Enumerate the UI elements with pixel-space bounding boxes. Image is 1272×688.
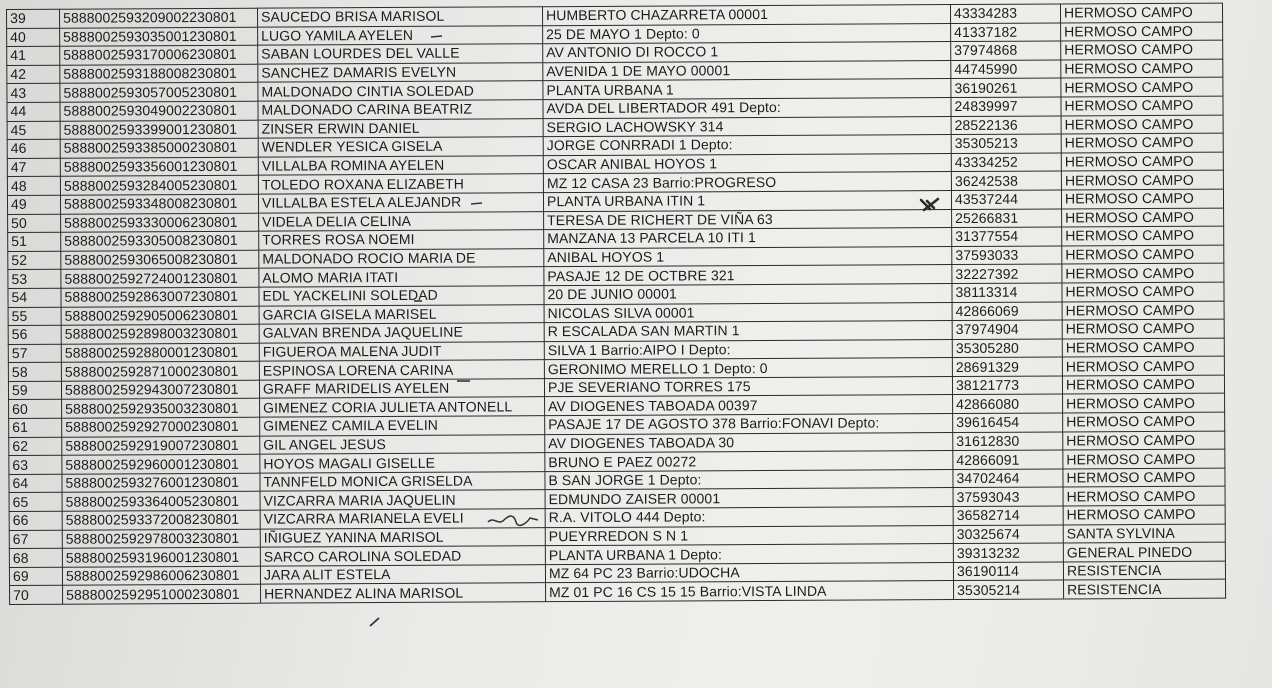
full-name-cell: JARA ALIT ESTELA [260,564,545,584]
dni-cell: 32227392 [952,264,1062,283]
address-cell: MANZANA 13 PARCELA 10 ITI 1 [544,228,952,249]
full-name-cell: VIZCARRA MARIANELA EVELI [260,509,545,529]
account-code-cell: 5888002592724001230801 [61,268,259,288]
pen-tick-mark [368,616,382,628]
locality-cell: HERMOSO CAMPO [1062,375,1224,394]
row-number-cell: 59 [8,381,61,400]
dni-cell: 34702464 [953,469,1063,488]
full-name-cell: VILLALBA ROMINA AYELEN [258,155,543,175]
address-cell: TERESA DE RICHERT DE VIÑA 63 [544,209,952,230]
dni-cell: 37593043 [953,487,1063,506]
dni-cell: 39616454 [953,413,1063,432]
account-code-cell: 5888002592871000230801 [61,361,259,381]
row-number-cell: 67 [9,530,62,549]
row-number-cell: 66 [9,511,62,530]
locality-cell: HERMOSO CAMPO [1060,3,1222,22]
locality-cell: HERMOSO CAMPO [1061,59,1223,78]
account-code-cell: 5888002592951000230801 [63,585,261,605]
account-code-cell: 5888002592978003230801 [62,529,260,549]
locality-cell: HERMOSO CAMPO [1061,78,1223,97]
address-cell: R.A. VITOLO 444 Depto: [545,507,953,528]
address-cell: JORGE CONRRADI 1 Depto: [543,135,951,156]
account-code-cell: 5888002592943007230801 [61,380,259,400]
account-code-cell: 5888002593035001230801 [60,27,258,47]
account-code-cell: 5888002593196001230801 [62,547,260,567]
locality-cell: HERMOSO CAMPO [1062,338,1224,357]
address-cell: GERONIMO MERELLO 1 Depto: 0 [544,358,952,379]
address-cell: AV DIOGENES TABOADA 00397 [545,395,953,416]
full-name-cell: MALDONADO ROCIO MARIA DE [259,248,544,268]
address-cell: AVDA DEL LIBERTADOR 491 Depto: [543,98,951,119]
dni-cell: 31612830 [953,432,1063,451]
account-code-cell: 5888002592863007230801 [61,287,259,307]
address-cell: MZ 12 CASA 23 Barrio:PROGRESO [543,172,951,193]
row-number-cell: 65 [9,493,62,512]
row-number-cell: 50 [8,214,61,233]
address-cell: PLANTA URBANA ITIN 1 [543,190,951,211]
address-cell: 25 DE MAYO 1 Depto: 0 [543,23,951,44]
locality-cell: HERMOSO CAMPO [1061,40,1223,59]
full-name-cell: ZINSER ERWIN DANIEL [258,118,543,138]
account-code-cell: 5888002593209002230801 [60,8,258,28]
address-cell: AV DIOGENES TABOADA 30 [545,432,953,453]
locality-cell: HERMOSO CAMPO [1062,263,1224,282]
row-number-cell: 46 [7,139,60,158]
dni-cell: 42866069 [952,301,1062,320]
dni-cell: 41337182 [951,23,1061,42]
locality-cell: HERMOSO CAMPO [1062,245,1224,264]
locality-cell: HERMOSO CAMPO [1062,282,1224,301]
row-number-cell: 48 [7,177,60,196]
account-code-cell: 5888002593276001230801 [62,473,260,493]
locality-cell: HERMOSO CAMPO [1062,301,1224,320]
dni-cell: 37974904 [952,320,1062,339]
locality-cell: HERMOSO CAMPO [1063,394,1225,413]
dni-cell: 36190114 [953,562,1063,581]
locality-cell: HERMOSO CAMPO [1061,22,1223,41]
dni-cell: 43334283 [950,4,1060,23]
locality-cell: SANTA SYLVINA [1063,524,1225,543]
dni-cell: 31377554 [952,227,1062,246]
address-cell: EDMUNDO ZAISER 00001 [545,488,953,509]
full-name-cell: IÑIGUEZ YANINA MARISOL [260,527,545,547]
locality-cell: HERMOSO CAMPO [1061,115,1223,134]
locality-cell: RESISTENCIA [1063,561,1225,580]
account-code-cell: 5888002592986006230801 [62,566,260,586]
dni-cell: 35305213 [951,134,1061,153]
full-name-cell: WENDLER YESICA GISELA [258,137,543,157]
address-cell: PLANTA URBANA 1 [543,79,951,100]
account-code-cell: 5888002593364005230801 [62,492,260,512]
row-number-cell: 52 [8,251,61,270]
row-number-cell: 47 [7,158,60,177]
address-cell: AV ANTONIO DI ROCCO 1 [543,42,951,63]
address-cell: PUEYRREDON S N 1 [545,525,953,546]
full-name-cell: VIDELA DELIA CELINA [259,211,544,231]
dni-cell: 28691329 [952,357,1062,376]
row-number-cell: 60 [9,400,62,419]
locality-cell: HERMOSO CAMPO [1061,152,1223,171]
address-cell: R ESCALADA SAN MARTIN 1 [544,321,952,342]
full-name-cell: GIL ANGEL JESUS [260,434,545,454]
address-cell: PJE SEVERIANO TORRES 175 [544,376,952,397]
full-name-cell: GARCIA GISELA MARISEL [259,304,544,324]
dni-cell: 42866091 [953,450,1063,469]
locality-cell: HERMOSO CAMPO [1061,96,1223,115]
full-name-cell: ALOMO MARIA ITATI [259,267,544,287]
full-name-cell: SARCO CAROLINA SOLEDAD [260,546,545,566]
row-number-cell: 45 [7,121,60,140]
full-name-cell: GIMENEZ CORIA JULIETA ANTONELL [260,397,545,417]
full-name-cell: GRAFF MARIDELIS AYELEN [259,379,544,399]
full-name-cell: EDL YACKELINI SOLEDAD [259,286,544,306]
full-name-cell: VIZCARRA MARIA JAQUELIN [260,490,545,510]
row-number-cell: 39 [7,9,60,28]
address-cell: PASAJE 17 DE AGOSTO 378 Barrio:FONAVI Depto: [545,414,953,435]
full-name-cell: SANCHEZ DAMARIS EVELYN [258,62,543,82]
full-name-cell: TORRES ROSA NOEMI [259,230,544,250]
row-number-cell: 56 [8,325,61,344]
row-number-cell: 64 [9,474,62,493]
dni-cell: 39313232 [953,543,1063,562]
locality-cell: HERMOSO CAMPO [1062,356,1224,375]
dni-cell: 35305280 [952,339,1062,358]
account-code-cell: 5888002593356001230801 [60,157,258,177]
address-cell: OSCAR ANIBAL HOYOS 1 [543,153,951,174]
row-number-cell: 57 [8,344,61,363]
row-number-cell: 69 [9,567,62,586]
full-name-cell: GIMENEZ CAMILA EVELIN [260,416,545,436]
full-name-cell: MALDONADO CINTIA SOLEDAD [258,81,543,101]
locality-cell: HERMOSO CAMPO [1062,208,1224,227]
full-name-cell: FIGUEROA MALENA JUDIT [259,341,544,361]
address-cell: ANIBAL HOYOS 1 [544,246,952,267]
full-name-cell: TOLEDO ROXANA ELIZABETH [258,174,543,194]
locality-cell: RESISTENCIA [1064,580,1226,599]
dni-cell: 38121773 [952,376,1062,395]
dni-cell: 25266831 [952,209,1062,228]
full-name-cell: GALVAN BRENDA JAQUELINE [259,323,544,343]
row-number-cell: 61 [9,418,62,437]
dni-cell: 37593033 [952,246,1062,265]
full-name-cell: ESPINOSA LORENA CARINA [259,360,544,380]
account-code-cell: 5888002592880001230801 [61,343,259,363]
dni-cell: 37974868 [951,41,1061,60]
address-cell: HUMBERTO CHAZARRETA 00001 [542,5,950,26]
address-cell: MZ 01 PC 16 CS 15 15 Barrio:VISTA LINDA [546,581,954,602]
full-name-cell: HOYOS MAGALI GISELLE [260,453,545,473]
account-code-cell: 5888002593385000230801 [60,138,258,158]
account-code-cell: 5888002593348008230801 [60,194,258,214]
account-code-cell: 5888002593284005230801 [60,176,258,196]
account-code-cell: 5888002593049002230801 [60,101,258,121]
row-number-cell: 62 [9,437,62,456]
locality-cell: HERMOSO CAMPO [1062,226,1224,245]
account-code-cell: 5888002593372008230801 [62,510,260,530]
account-code-cell: 5888002592960001230801 [62,454,260,474]
account-code-cell: 5888002593065008230801 [61,250,259,270]
dni-cell: 44745990 [951,60,1061,79]
full-name-cell: SAUCEDO BRISA MARISOL [257,7,542,27]
address-cell: PASAJE 12 DE OCTBRE 321 [544,265,952,286]
row-number-cell: 70 [10,586,63,605]
full-name-cell: SABAN LOURDES DEL VALLE [258,44,543,64]
address-cell: AVENIDA 1 DE MAYO 00001 [543,60,951,81]
locality-cell: HERMOSO CAMPO [1063,449,1225,468]
dni-cell: 28522136 [951,116,1061,135]
account-code-cell: 5888002592935003230801 [62,399,260,419]
dni-cell: 43537244 [951,190,1061,209]
account-code-cell: 5888002592927000230801 [62,417,260,437]
locality-cell: HERMOSO CAMPO [1063,431,1225,450]
locality-cell: HERMOSO CAMPO [1063,468,1225,487]
locality-cell: HERMOSO CAMPO [1062,319,1224,338]
locality-cell: HERMOSO CAMPO [1063,487,1225,506]
address-cell: NICOLAS SILVA 00001 [544,302,952,323]
beneficiary-table [6,3,1226,605]
dni-cell: 36242538 [951,171,1061,190]
locality-cell: HERMOSO CAMPO [1061,170,1223,189]
dni-cell: 36582714 [953,506,1063,525]
locality-cell: HERMOSO CAMPO [1061,189,1223,208]
account-code-cell: 5888002593305008230801 [61,231,259,251]
row-number-cell: 53 [8,270,61,289]
dni-cell: 43334252 [951,153,1061,172]
dni-cell: 35305214 [954,580,1064,599]
account-code-cell: 5888002592919007230801 [62,436,260,456]
account-code-cell: 5888002593170006230801 [60,45,258,65]
row-number-cell: 55 [8,307,61,326]
full-name-cell: TANNFELD MONICA GRISELDA [260,472,545,492]
account-code-cell: 5888002593057005230801 [60,83,258,103]
table-body [7,3,1226,604]
row-number-cell: 54 [8,288,61,307]
row-number-cell: 44 [7,102,60,121]
address-cell: MZ 64 PC 23 Barrio:UDOCHA [545,562,953,583]
dni-cell: 42866080 [953,394,1063,413]
address-cell: 20 DE JUNIO 00001 [544,283,952,304]
account-code-cell: 5888002593330006230801 [61,213,259,233]
address-cell: B SAN JORGE 1 Depto: [545,469,953,490]
dni-cell: 38113314 [952,283,1062,302]
row-number-cell: 42 [7,65,60,84]
dni-cell: 24839997 [951,97,1061,116]
dni-cell: 30325674 [953,525,1063,544]
row-number-cell: 41 [7,46,60,65]
full-name-cell: HERNANDEZ ALINA MARISOL [261,583,546,603]
address-cell: SILVA 1 Barrio:AIPO I Depto: [544,339,952,360]
address-cell: BRUNO E PAEZ 00272 [545,451,953,472]
row-number-cell: 49 [7,195,60,214]
account-code-cell: 5888002593188008230801 [60,64,258,84]
full-name-cell: VILLALBA ESTELA ALEJANDR [258,193,543,213]
dni-cell: 36190261 [951,78,1061,97]
row-number-cell: 68 [9,548,62,567]
row-number-cell: 58 [8,362,61,381]
row-number-cell: 63 [9,455,62,474]
row-number-cell: 43 [7,84,60,103]
locality-cell: HERMOSO CAMPO [1063,412,1225,431]
locality-cell: HERMOSO CAMPO [1063,505,1225,524]
row-number-cell: 51 [8,232,61,251]
full-name-cell: LUGO YAMILA AYELEN [258,25,543,45]
full-name-cell: MALDONADO CARINA BEATRIZ [258,100,543,120]
locality-cell: GENERAL PINEDO [1063,542,1225,561]
address-cell: PLANTA URBANA 1 Depto: [545,544,953,565]
account-code-cell: 5888002592905006230801 [61,306,259,326]
account-code-cell: 5888002593399001230801 [60,120,258,140]
account-code-cell: 5888002592898003230801 [61,324,259,344]
address-cell: SERGIO LACHOWSKY 314 [543,116,951,137]
locality-cell: HERMOSO CAMPO [1061,133,1223,152]
row-number-cell: 40 [7,28,60,47]
